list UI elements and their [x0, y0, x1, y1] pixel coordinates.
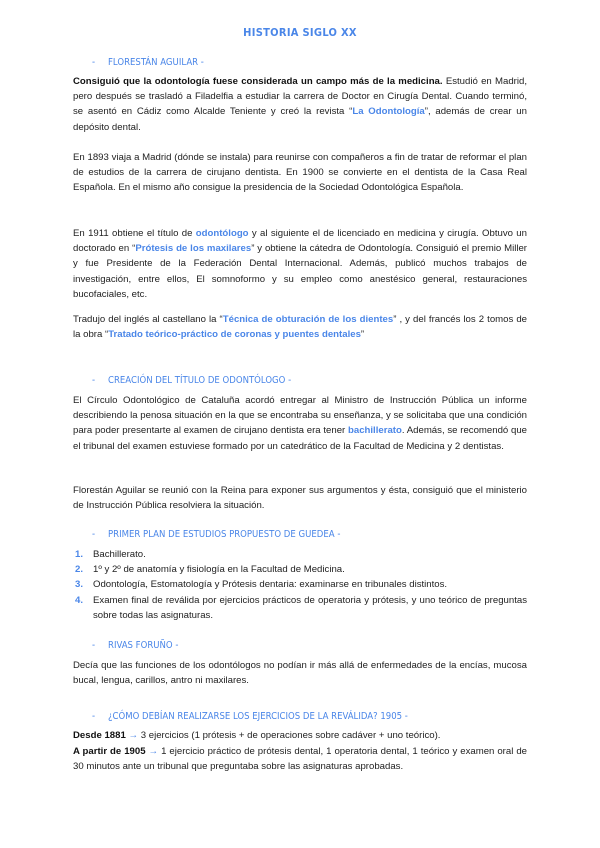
- list-item: 4. Examen final de reválida por ejercicios prácticos de operatoria y prótesis, y uno teórico de preguntas sobre todas las asignaturas.: [75, 594, 527, 621]
- paragraph-florestan-intro: Consiguió que la odontología fuese considerada un campo más de la medicina. Estudió en Madrid, pero después se trasladó a Filadelfia a estudiar la carrera de Doctor en Cirugía Dental. Cuando terminó, se asentó en Cádiz como Alcalde Teniente y creó la revista “La Odontología”, además de crear un depósito dental.: [73, 76, 527, 133]
- arrow-icon: →: [128, 730, 139, 741]
- paragraph-1911: En 1911 obtiene el título de odontólogo y al siguiente el de licenciado en medicina y cirugía. Obtuvo un doctorado en “Prótesis de los maxilares” y obtiene la cátedra de Odontología. Consiguió el premio Miller y fue Presidente de la Federación Dental Internacional. Además, publicó muchos trabajos de investigación, entre ellos, El somnoformo y su empleo como anestésico general, restauraciones bucofaciales, etc.: [73, 228, 527, 300]
- section-heading-florestan: - FLORESTÁN AGUILAR -: [92, 57, 204, 68]
- section-heading-rivas: - RIVAS FORUÑO -: [92, 640, 179, 651]
- paragraph-rivas: Decía que las funciones de los odontólogos no podían ir más allá de enfermedades de la encías, mucosa bucal, lengua, carillos, antro ni maxilares.: [73, 660, 527, 687]
- list-item: 3. Odontología, Estomatología y Prótesis dentaria: examinarse en tribunales distintos.: [75, 579, 448, 591]
- heading-bullet: -: [92, 375, 96, 386]
- heading-bullet: -: [92, 711, 96, 722]
- heading-bullet: -: [92, 57, 96, 68]
- list-item: 1. Bachillerato.: [75, 549, 146, 560]
- arrow-icon: →: [148, 746, 159, 757]
- page-title: HISTORIA SIGLO XX: [243, 26, 357, 39]
- paragraph-translations: Tradujo del inglés al castellano la “Técnica de obturación de los dientes” , y del francés los 2 tomos de la obra “Tratado teórico-práctico de coronas y puentes dentales”: [73, 314, 528, 341]
- section-heading-plan: - PRIMER PLAN DE ESTUDIOS PROPUESTO DE GUEDEA -: [92, 529, 341, 540]
- paragraph-a-partir-1905: A partir de 1905 → 1 ejercicio práctico de prótesis dental, 1 operatoria dental, 1 teórico y examen oral de 30 minutos ante un tribunal que preguntaba sobre las asignaturas aprobadas.: [73, 746, 527, 773]
- heading-bullet: -: [92, 640, 96, 651]
- paragraph-desde-1881: Desde 1881 → 3 ejercicios (1 prótesis + de operaciones sobre cadáver + uno teórico).: [73, 730, 441, 741]
- heading-bullet: -: [92, 529, 96, 540]
- section-heading-titulo: - CREACIÓN DEL TÍTULO DE ODONTÓLOGO -: [92, 375, 292, 386]
- paragraph-1893: En 1893 viaja a Madrid (dónde se instala) para reunirse con compañeros a fin de tratar de reformar el plan de estudios de la carrera de cirujano dentista. En 1900 se convierte en el dentista de la Casa Real Española. En el mismo año consigue la presidencia de la Sociedad Odontológica Española.: [73, 152, 527, 194]
- paragraph-circulo: El Círculo Odontológico de Cataluña acordó entregar al Ministro de Instrucción Pública un informe describiendo la penosa situación en la que se encontraba su enseñanza, y se solicitaba que una condición para poder presentarte al examen de cirujano dentista era tener bachillerato. Además, se recomendó que el tribunal del examen estuviese formado por un catedrático de la Facultad de Medicina y 2 dentistas.: [73, 395, 528, 452]
- study-plan-list: [73, 547, 527, 623]
- section-heading-revalida: - ¿CÓMO DEBÍAN REALIZARSE LOS EJERCICIOS DE LA REVÁLIDA? 1905 -: [92, 711, 408, 722]
- list-item: 2. 1º y 2º de anatomía y fisiología en la Facultad de Medicina.: [75, 564, 345, 576]
- paragraph-reina: Florestán Aguilar se reunió con la Reina para exponer sus argumentos y ésta, consiguió que el ministerio de Instrucción Pública resolviera la situación.: [73, 485, 527, 512]
